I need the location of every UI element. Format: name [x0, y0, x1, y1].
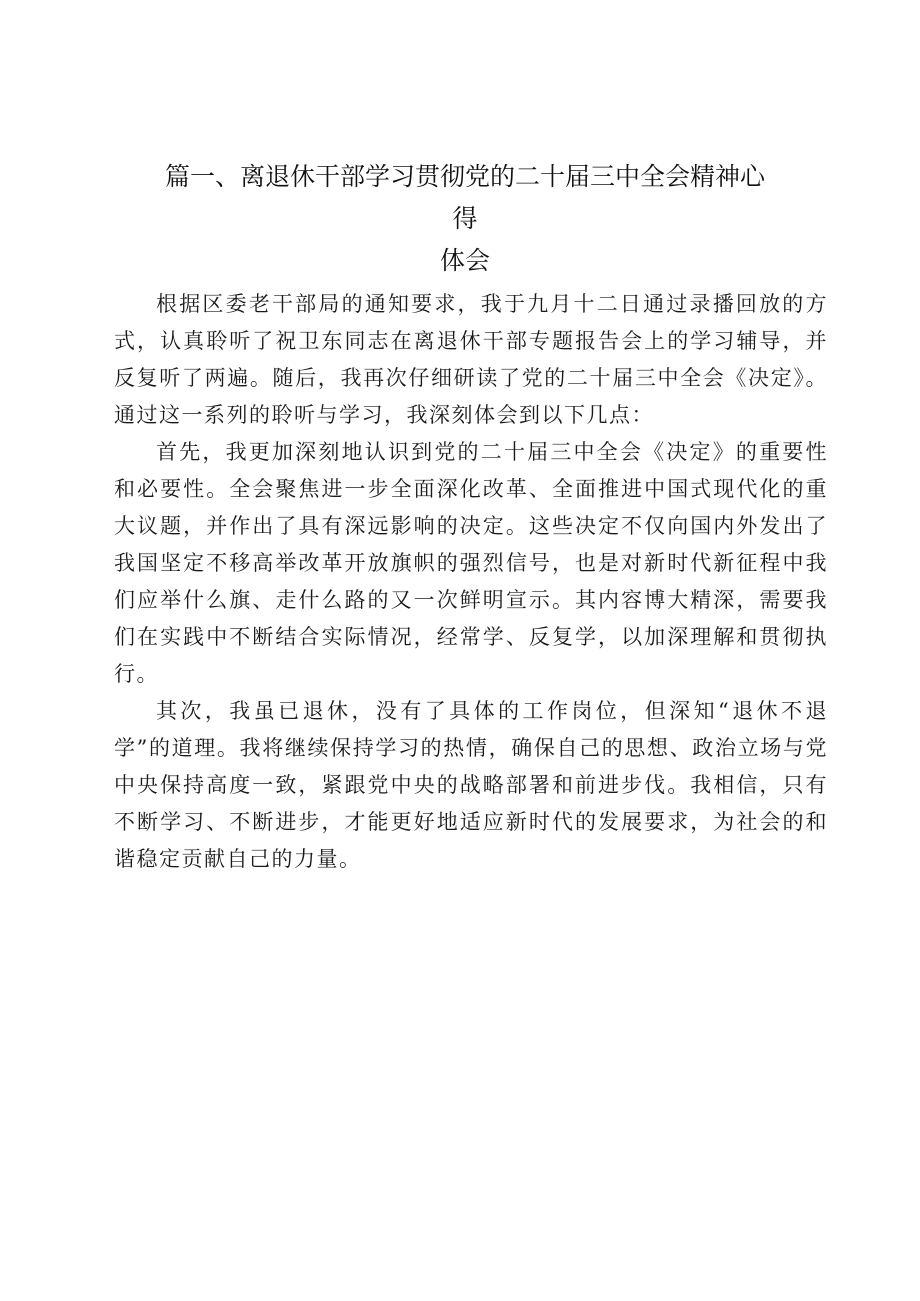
document-title	[165, 156, 765, 282]
paragraph-intro: 根据区委老干部局的通知要求，我于九月十二日通过录播回放的方式，认真聆听了祝卫东同志在离退休干部专题报告会上的学习辅导，并反复听了两遍。随后，我再次仔细研读了党的二十届三中全会《决定》。通过这一系列的聆听与学习，我深刻体会到以下几点：	[114, 292, 828, 427]
title-line-1: 篇一、离退休干部学习贯彻党的二十届三中全会精神心得	[165, 162, 766, 233]
paragraph-first-point: 首先，我更加深刻地认识到党的二十届三中全会《决定》的重要性和必要性。全会聚焦进一步全面深化改革、全面推进中国式现代化的重大议题，并作出了具有深远影响的决定。这些决定不仅向国内外发出了我国坚定不移高举改革开放旗帜的强烈信号，也是对新时代新征程中我们应举什么旗、走什么路的又一次鲜明宣示。其内容博大精深，需要我们在实践中不断结合实际情况，经常学、反复学，以加深理解和贯彻执行。	[114, 440, 828, 686]
paragraph-second-point: 其次，我虽已退休，没有了具体的工作岗位，但深知“退休不退学”的道理。我将继续保持学习的热情，确保自己的思想、政治立场与党中央保持高度一致，紧跟党中央的战略部署和前进步伐。我相信，只有不断学习、不断进步，才能更好地适应新时代的发展要求，为社会的和谐稳定贡献自己的力量。	[114, 699, 828, 871]
document-body	[114, 286, 828, 878]
title-line-2: 体会	[439, 246, 490, 275]
